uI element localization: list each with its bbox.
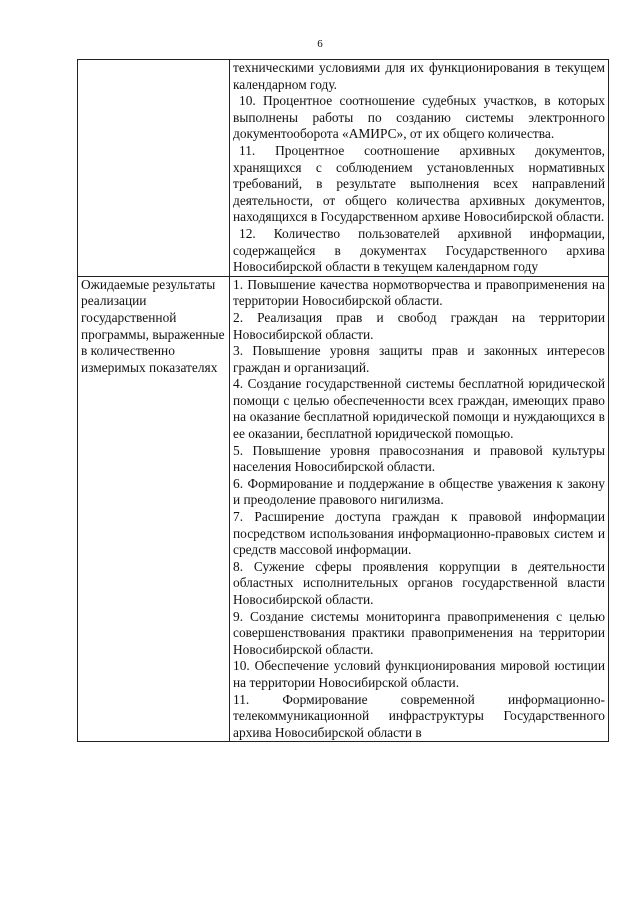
list-item: 6. Формирование и поддержание в обществе уважения к закону и преодоление правового нигилизма. <box>233 475 605 508</box>
list-item: 12. Количество пользователей архивной информации, содержащейся в документах Государственного архива Новосибирской области в текущем календарном году <box>233 225 605 275</box>
list-item: 3. Повышение уровня защиты прав и законных интересов граждан и организаций. <box>233 343 605 375</box>
row-label: Ожидаемые результаты реализации государственной программы, выраженные в количественно измеримых показателях <box>81 276 225 375</box>
table-row <box>78 60 609 277</box>
row-label-cell <box>78 276 230 742</box>
list-item: 9. Создание системы мониторинга правоприменения с целью совершенствования практики правоприменения на территории Новосибирской области. <box>233 608 605 657</box>
list-item: 5. Повышение уровня правосознания и правовой культуры населения Новосибирской области. <box>233 442 605 475</box>
list-item: 2. Реализация прав и свобод граждан на территории Новосибирской области. <box>233 309 605 342</box>
program-passport-table <box>77 59 609 742</box>
table-row <box>78 276 609 742</box>
list-item: техническими условиями для их функционирования в текущем календарном году. <box>233 60 605 92</box>
list-item: 11. Процентное соотношение архивных документов, хранящихся с соблюдением установленных нормативных требований, в результате выполнения всех направлений деятельности, от общего количества архивных документов, находящихся в Государственном архиве Новосибирской области. <box>233 142 605 225</box>
list-item: 8. Сужение сферы проявления коррупции в деятельности областных исполнительных органов государственной власти Новосибирской области. <box>233 558 605 607</box>
page-number: 6 <box>317 38 323 50</box>
row-label-cell <box>78 60 230 277</box>
list-item: 10. Процентное соотношение судебных участков, в которых выполнены работы по созданию системы электронного документооборота «АМИРС», от их общего количества. <box>233 93 605 142</box>
list-item: 1. Повышение качества нормотворчества и правоприменения на территории Новосибирской области. <box>233 276 605 309</box>
list-item: 10. Обеспечение условий функционирования мировой юстиции на территории Новосибирской области. <box>233 658 605 690</box>
row-content-cell <box>230 60 609 277</box>
row-content-cell <box>230 276 609 742</box>
list-item: 7. Расширение доступа граждан к правовой информации посредством использования информационно-правовых систем и средств массовой информации. <box>233 509 605 558</box>
list-item: 4. Создание государственной системы бесплатной юридической помощи с целью обеспеченности всех граждан, имеющих право на оказание бесплатной юридической помощи и нуждающихся в ее оказании, бесплатной юридической помощью. <box>233 376 605 442</box>
list-item: 11. Формирование современной информационно-телекоммуникационной инфраструктуры Государственного архива Новосибирской области в <box>233 691 605 740</box>
